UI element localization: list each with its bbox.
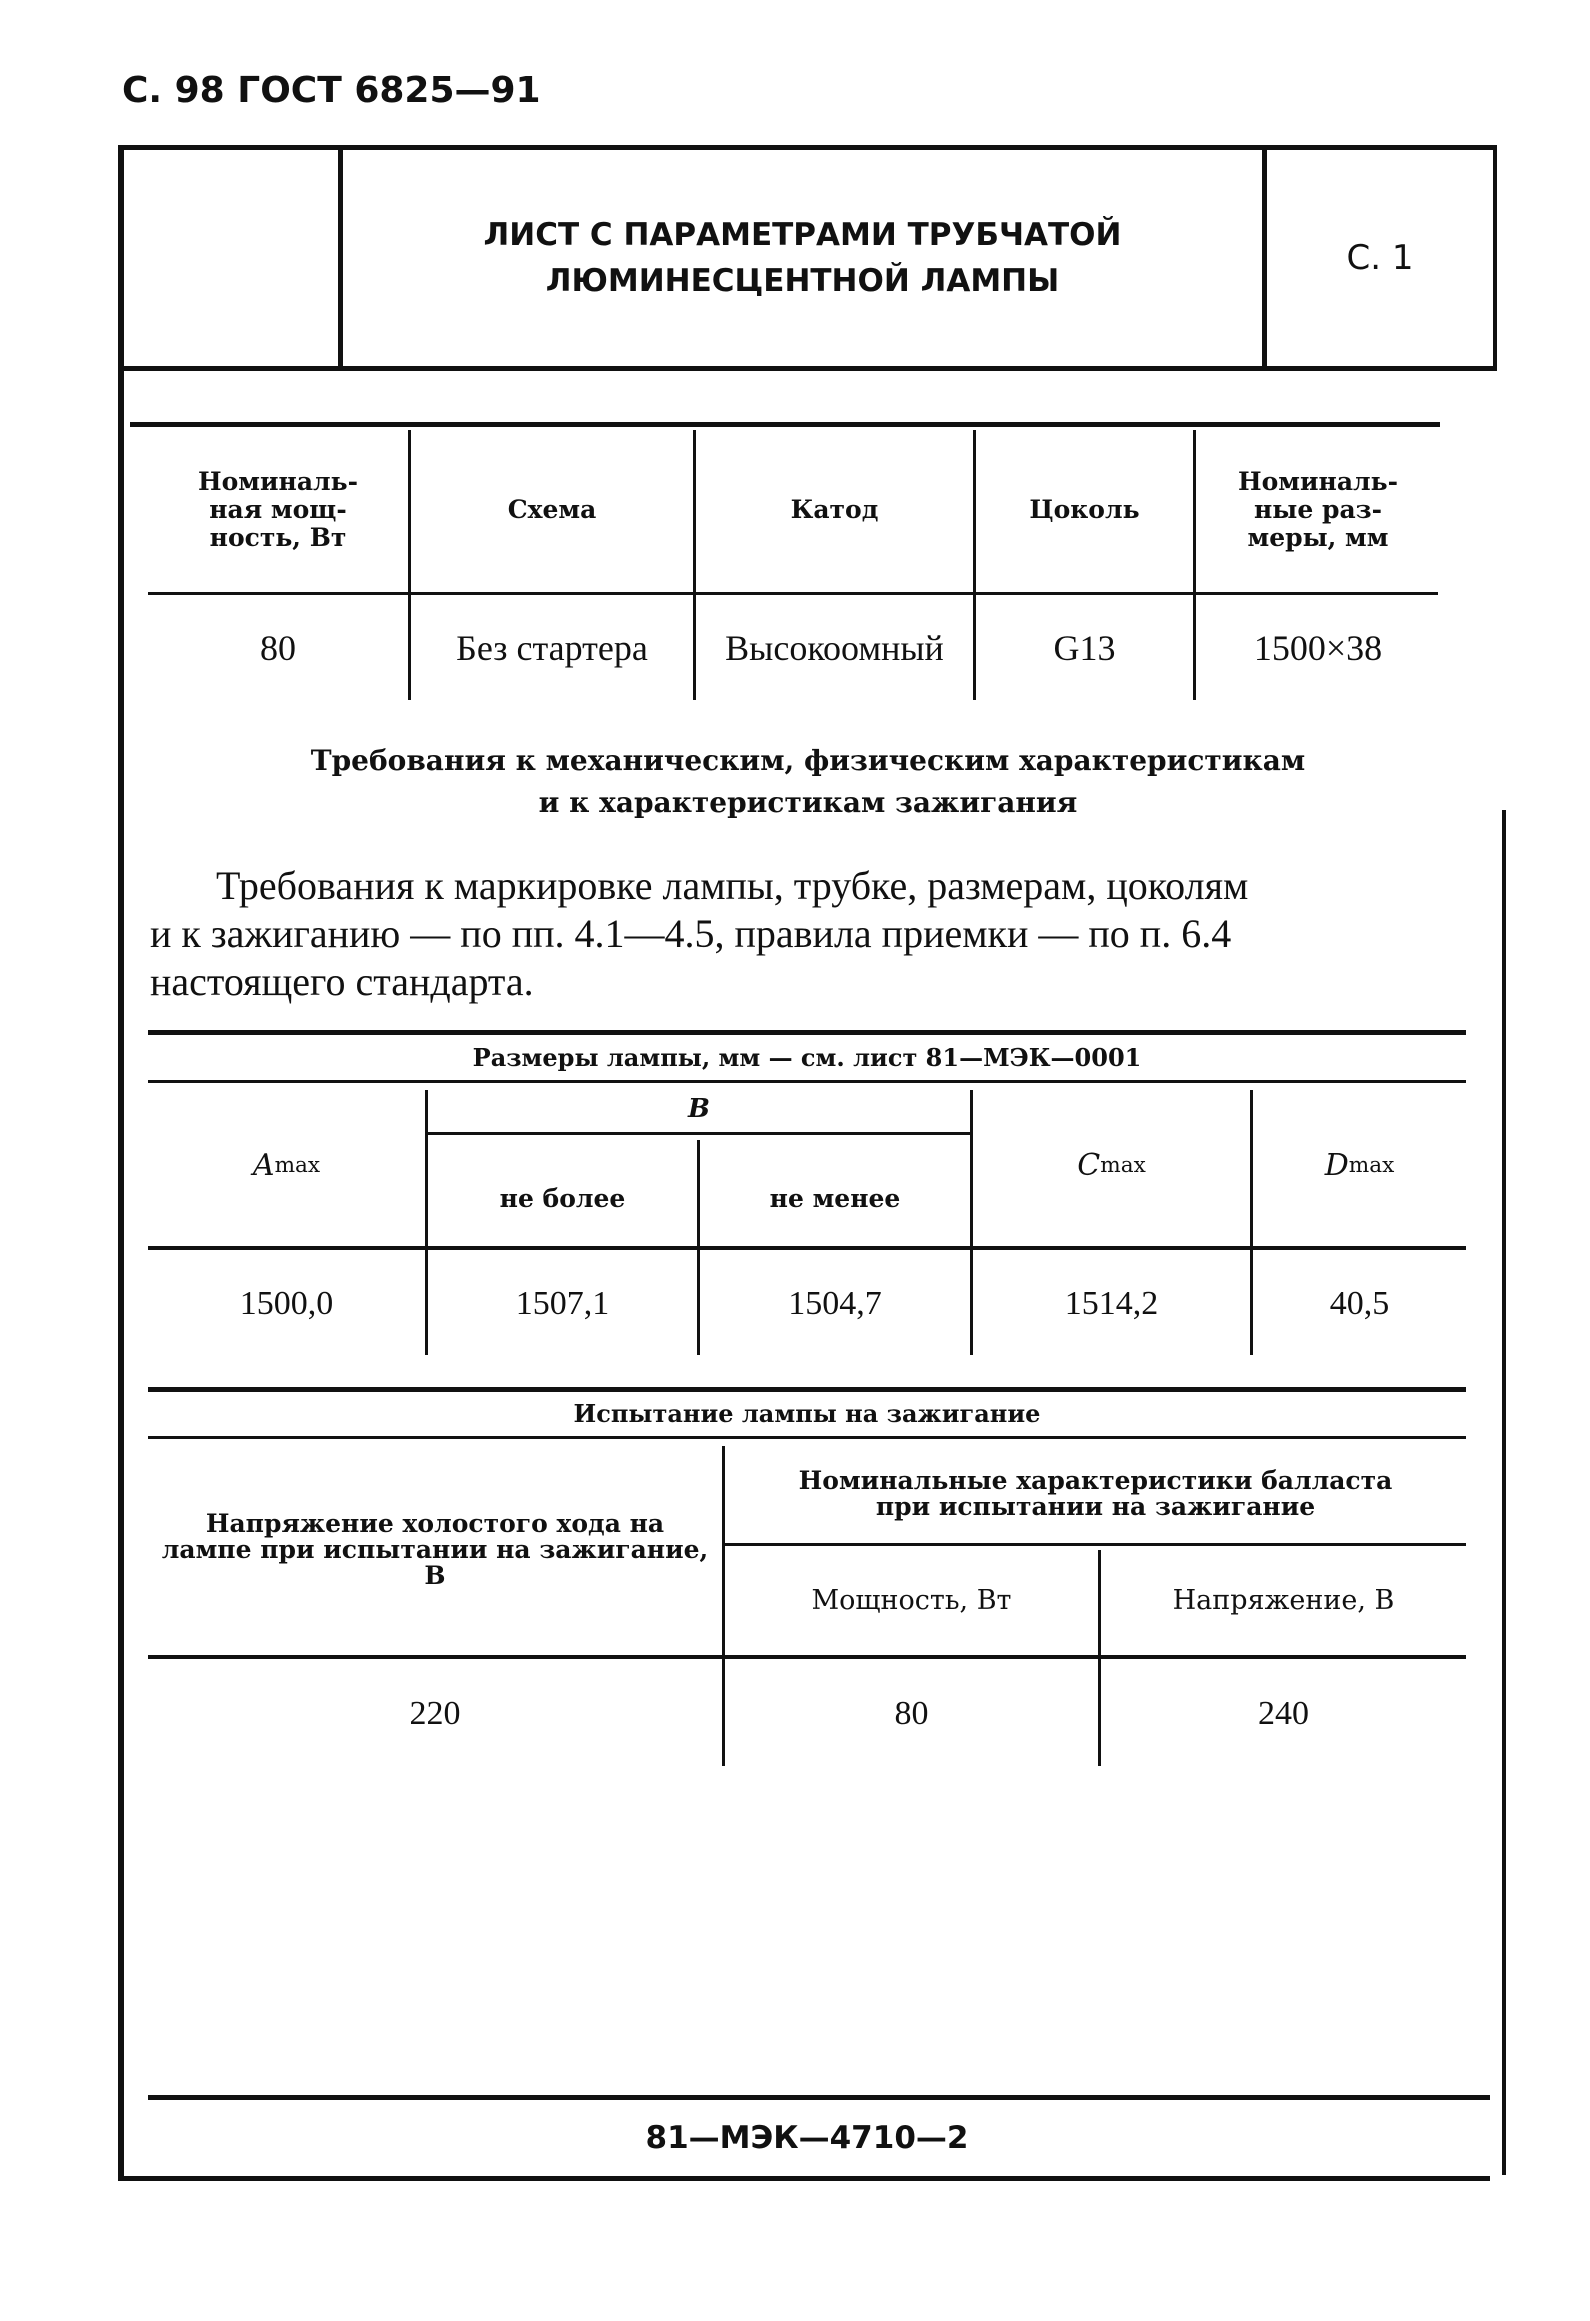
c-symbol: C xyxy=(1077,1147,1101,1183)
requirements-text-line2: и к зажиганию — по пп. 4.1—4.5, правила приемки — по п. 6.4 xyxy=(150,911,1232,956)
header-c-max xyxy=(973,1086,1250,1244)
d-symbol: D xyxy=(1324,1147,1349,1183)
frame-right-border xyxy=(1493,145,1497,367)
ign-caption-rule xyxy=(148,1436,1466,1439)
frame-bottom-border xyxy=(118,2176,1490,2181)
c-subscript: max xyxy=(1100,1152,1146,1178)
a-subscript: max xyxy=(274,1152,321,1178)
frame-left-border xyxy=(118,145,124,2180)
value-ballast-power: 80 xyxy=(894,1694,929,1732)
dims-b-rule xyxy=(428,1132,970,1135)
dims-top-rule xyxy=(148,1030,1466,1035)
sheet-title-line2: ЛЮМИНЕСЦЕНТНОЙ ЛАМПЫ xyxy=(545,263,1060,299)
dims-caption: Размеры лампы, мм — см. лист 81—МЭК—0001 xyxy=(472,1042,1142,1072)
header-d-max xyxy=(1253,1086,1466,1244)
value-power: 80 xyxy=(260,628,296,668)
dims-caption-rule xyxy=(148,1080,1466,1083)
requirements-heading-line1: Требования к механическим, физическим характеристикам xyxy=(310,744,1306,777)
footer-code: 81—МЭК—4710—2 xyxy=(645,2120,969,2156)
header-cathode: Катод xyxy=(790,495,879,524)
ign-caption: Испытание лампы на зажигание xyxy=(573,1398,1041,1428)
value-scheme: Без стартера xyxy=(456,628,648,668)
header-scheme: Схема xyxy=(507,495,597,524)
requirements-text xyxy=(150,862,1470,1006)
requirements-text-line3: настоящего стандарта. xyxy=(150,959,534,1004)
title-bottom-border xyxy=(118,366,1497,371)
header-b: B xyxy=(688,1094,710,1124)
value-dimensions: 1500×38 xyxy=(1253,628,1383,668)
header-open-circuit-voltage: Напряжение холостого хода на лампе при испытании на зажигание, В xyxy=(161,1508,709,1590)
requirements-heading xyxy=(148,740,1468,824)
value-b-min: 1504,7 xyxy=(788,1284,882,1322)
page-header: С. 98 ГОСТ 6825—91 xyxy=(122,70,541,111)
ign-header-rule xyxy=(148,1655,1466,1659)
header-dimensions: Номиналь- ные раз- меры, мм xyxy=(1237,467,1399,552)
value-open-circuit-voltage: 220 xyxy=(409,1694,461,1732)
dims-header-rule xyxy=(148,1246,1466,1250)
value-ballast-voltage: 240 xyxy=(1258,1694,1309,1732)
header-power: Номиналь- ная мощ- ность, Вт xyxy=(197,467,359,552)
value-b-max: 1507,1 xyxy=(515,1284,610,1322)
sheet-page-number: С. 1 xyxy=(1346,238,1414,278)
a-symbol: A xyxy=(252,1147,275,1183)
header-ballast-group: Номинальные характеристики балласта при испытании на зажигание xyxy=(798,1465,1393,1521)
requirements-text-line1: Требования к маркировке лампы, трубке, размерам, цоколям xyxy=(216,863,1249,908)
value-d-max: 40,5 xyxy=(1329,1284,1390,1322)
sheet-title xyxy=(343,150,1262,366)
value-c-max: 1514,2 xyxy=(1064,1284,1159,1322)
header-ballast-voltage: Напряжение, В xyxy=(1172,1584,1395,1616)
frame-right-border-lower xyxy=(1502,810,1506,2175)
requirements-heading-line2: и к характеристикам зажигания xyxy=(538,786,1078,819)
value-base: G13 xyxy=(1053,628,1116,668)
header-a-max xyxy=(148,1086,425,1244)
sheet-title-line1: ЛИСТ С ПАРАМЕТРАМИ ТРУБЧАТОЙ xyxy=(483,217,1122,253)
footer-rule xyxy=(148,2095,1490,2100)
value-cathode: Высокоомный xyxy=(725,628,944,668)
header-b-max: не более xyxy=(499,1183,626,1213)
header-ballast-power: Мощность, Вт xyxy=(811,1584,1012,1616)
main-table-header-rule xyxy=(148,592,1438,595)
value-a-max: 1500,0 xyxy=(239,1284,334,1322)
main-table-top-rule xyxy=(130,422,1440,427)
header-b-min: не менее xyxy=(769,1183,901,1213)
header-base: Цоколь xyxy=(1029,495,1140,524)
d-subscript: max xyxy=(1348,1152,1395,1178)
ign-group-rule xyxy=(725,1543,1466,1546)
